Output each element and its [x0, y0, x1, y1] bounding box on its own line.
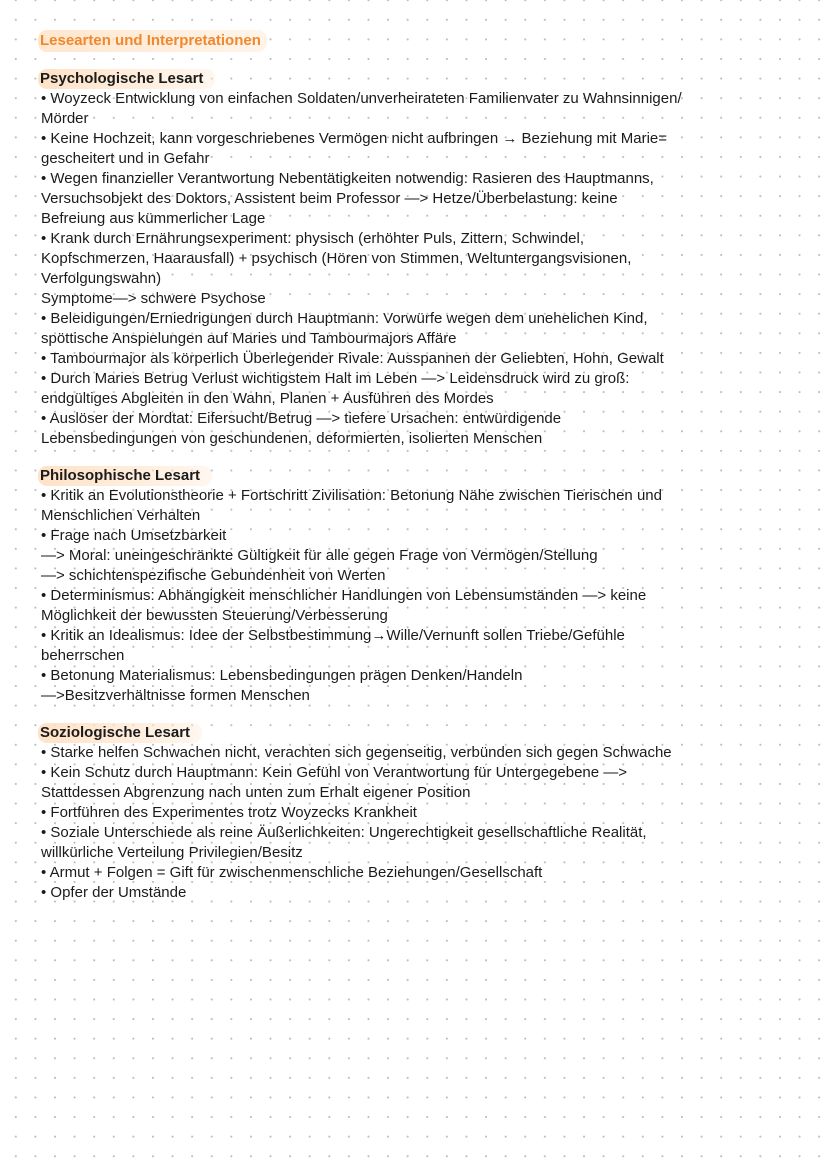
section-soziologische-lesart	[41, 723, 811, 903]
section-lines	[41, 743, 811, 903]
text-line: • Krank durch Ernährungsexperiment: physisch (erhöhter Puls, Zittern, Schwindel,	[41, 230, 585, 247]
text-line: Möglichkeit der bewussten Steuerung/Verbesserung	[41, 607, 388, 624]
text-line: Menschlichen Verhalten	[41, 507, 201, 524]
text-line: • Beleidigungen/Erniedrigungen durch Hauptmann: Vorwürfe wegen dem unehelichen Kind,	[41, 310, 648, 327]
page-title: Lesearten und Interpretationen	[38, 30, 267, 52]
section-lines	[41, 89, 811, 449]
text-line: Mörder	[41, 110, 89, 127]
text-line: Stattdessen Abgrenzung nach unten zum Erhalt eigener Position	[41, 784, 471, 801]
text-line: Kopfschmerzen, Haarausfall) + psychisch (Hören von Stimmen, Weltuntergangsvisionen,	[41, 250, 632, 267]
text-line: • Frage nach Umsetzbarkeit	[41, 527, 227, 544]
text-line: • Opfer der Umstände	[41, 884, 187, 901]
text-line: Verfolgungswahn)	[41, 270, 162, 287]
section-heading: Philosophische Lesart	[38, 466, 212, 486]
text-line: Befreiung aus kümmerlicher Lage	[41, 210, 266, 227]
text-line: —> Moral: uneingeschränkte Gültigkeit für alle gegen Frage von Vermögen/Stellung	[41, 547, 598, 564]
section-philosophische-lesart	[41, 466, 811, 706]
text-line: beherrschen	[41, 647, 125, 664]
section-lines	[41, 486, 811, 706]
text-line: willkürliche Verteilung Privilegien/Besitz	[41, 844, 303, 861]
section-heading: Psychologische Lesart	[38, 69, 215, 89]
text-line: spöttische Anspielungen auf Maries und Tambourmajors Affäre	[41, 330, 457, 347]
text-line: Versuchsobjekt des Doktors, Assistent beim Professor —> Hetze/Überbelastung: keine	[41, 190, 618, 207]
text-line: Symptome—> schwere Psychose	[41, 290, 266, 307]
text-line: • Keine Hochzeit, kann vorgeschriebenes Vermögen nicht aufbringen → Beziehung mit Marie=	[41, 130, 668, 147]
text-line: • Auslöser der Mordtat: Eifersucht/Betrug —> tiefere Ursachen: entwürdigende	[41, 410, 562, 427]
text-line: • Tambourmajor als körperlich Überlegender Rivale: Ausspannen der Geliebten, Hohn, Gewalt	[41, 350, 664, 367]
text-line: • Soziale Unterschiede als reine Äußerlichkeiten: Ungerechtigkeit gesellschaftliche Realität,	[41, 824, 647, 841]
text-line: • Starke helfen Schwachen nicht, verachten sich gegenseitig, verbünden sich gegen Schwache	[41, 744, 672, 761]
section-heading: Soziologische Lesart	[38, 723, 202, 743]
text-line: • Betonung Materialismus: Lebensbedingungen prägen Denken/Handeln	[41, 667, 523, 684]
document-page	[41, 30, 811, 903]
text-line: —> schichtenspezifische Gebundenheit von Werten	[41, 567, 386, 584]
text-line: • Kritik an Idealismus: Idee der Selbstbestimmung→Wille/Vernunft sollen Triebe/Gefühle	[41, 627, 625, 644]
text-line: gescheitert und in Gefahr	[41, 150, 210, 167]
text-line: Lebensbedingungen von geschundenen, deformierten, isolierten Menschen	[41, 430, 543, 447]
text-line: • Wegen finanzieller Verantwortung Nebentätigkeiten notwendig: Rasieren des Hauptmanns,	[41, 170, 654, 187]
text-line: • Fortführen des Experimentes trotz Woyzecks Krankheit	[41, 804, 417, 821]
text-line: • Determinismus: Abhängigkeit menschlicher Handlungen von Lebensumständen —> keine	[41, 587, 647, 604]
section-psychologische-lesart	[41, 69, 811, 449]
text-line: • Kritik an Evolutionstheorie + Fortschritt Zivilisation: Betonung Nähe zwischen Tierischen und	[41, 487, 662, 504]
text-line: • Kein Schutz durch Hauptmann: Kein Gefühl von Verantwortung für Untergegebene —>	[41, 764, 628, 781]
text-line: endgültiges Abgleiten in den Wahn, Planen + Ausführen des Mordes	[41, 390, 494, 407]
text-line: • Durch Maries Betrug Verlust wichtigstem Halt im Leben —> Leidensdruck wird zu groß:	[41, 370, 630, 387]
text-line: • Woyzeck Entwicklung von einfachen Soldaten/unverheirateten Familienvater zu Wahnsinnigen/	[41, 90, 682, 107]
text-line: —>Besitzverhältnisse formen Menschen	[41, 687, 310, 704]
text-line: • Armut + Folgen = Gift für zwischenmenschliche Beziehungen/Gesellschaft	[41, 864, 543, 881]
